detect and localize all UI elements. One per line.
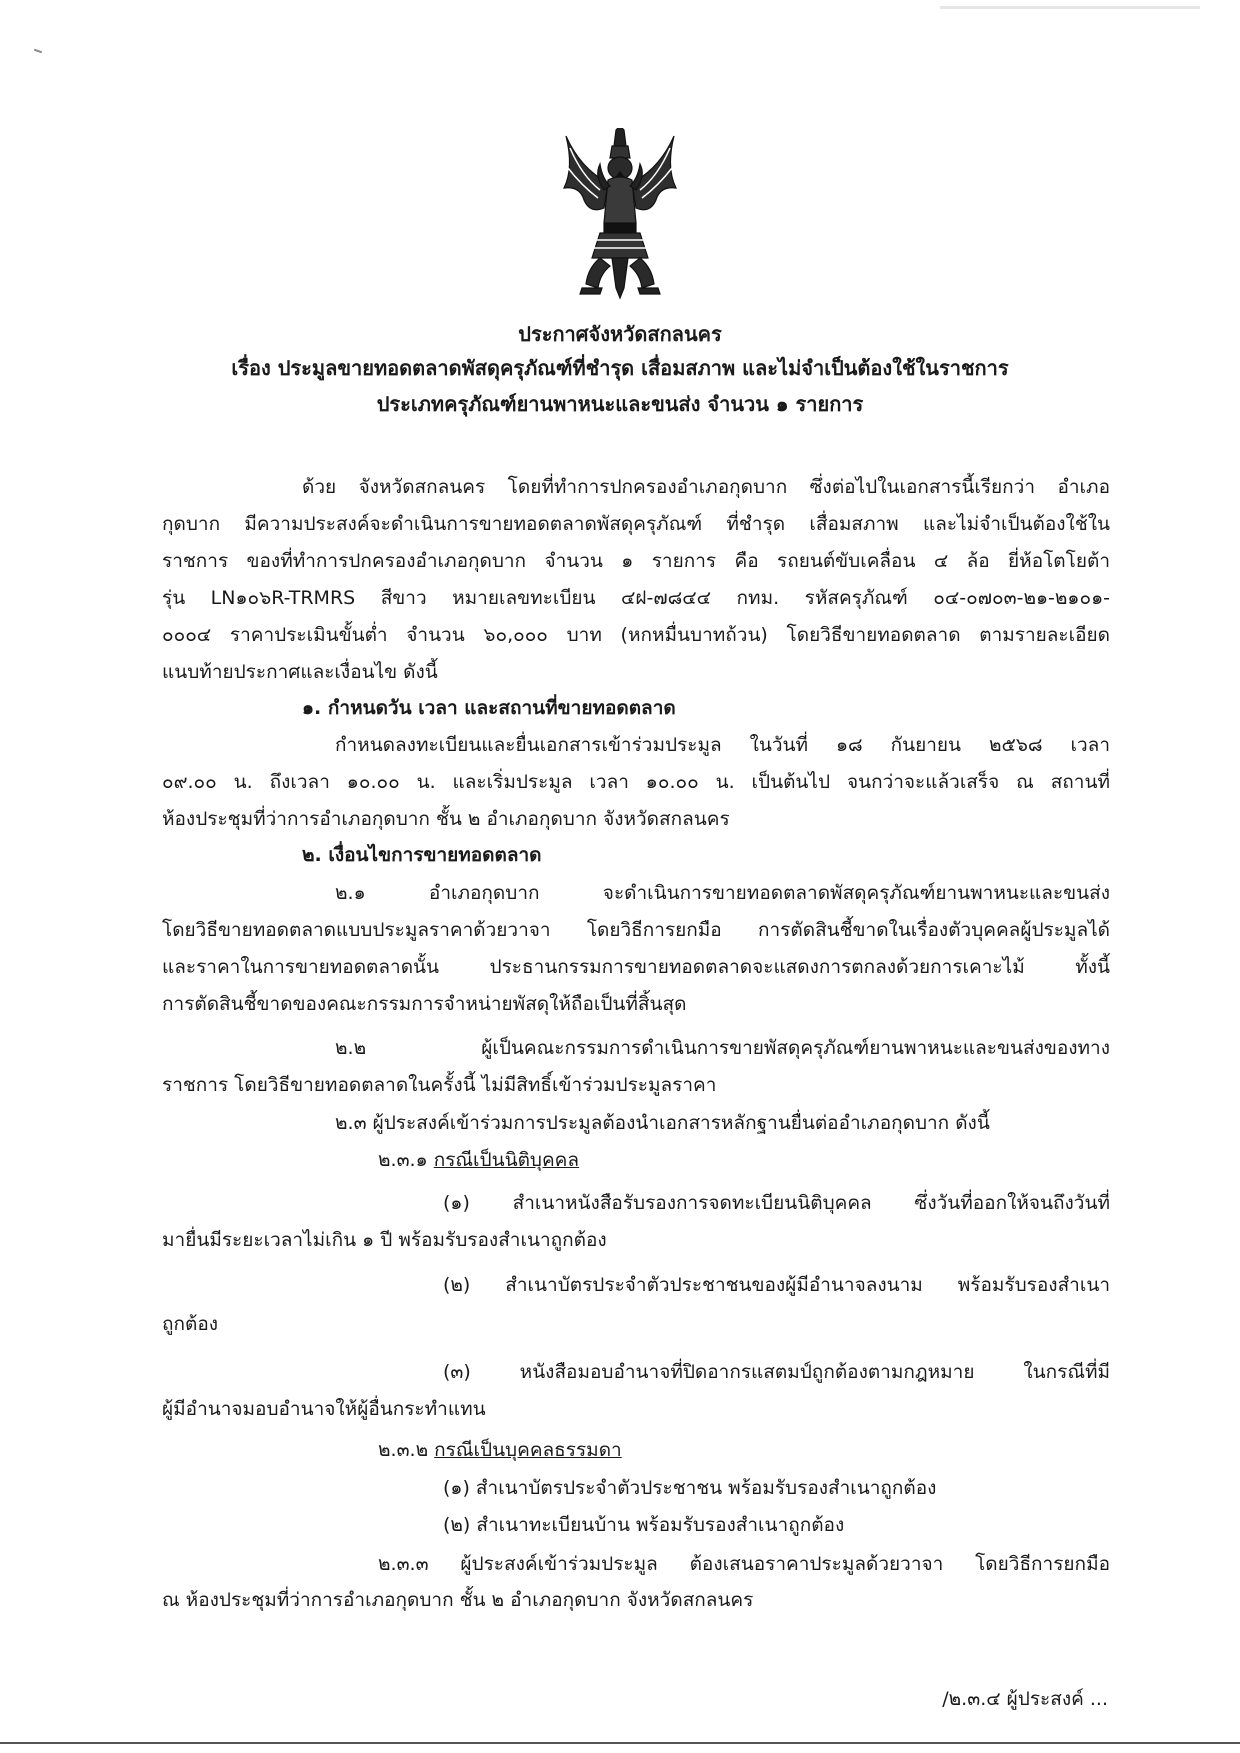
section-2-1-line-2: โดยวิธีขายทอดตลาดแบบประมูลราคาด้วยวาจา โดยวิธีการยกมือ การตัดสินชี้ขาดในเรื่องตัวบุคคลผู้ประมูลได้ bbox=[162, 919, 1110, 941]
scan-mark bbox=[940, 6, 1200, 9]
individual-item-1: (๑) สำเนาบัตรประจำตัวประชาชน พร้อมรับรองสำเนาถูกต้อง bbox=[443, 1477, 937, 1499]
section-2-1-line-1: ๒.๑ อำเภอกุดบาก จะดำเนินการขายทอดตลาดพัสดุครุภัณฑ์ยานพาหนะและขนส่ง bbox=[335, 882, 1110, 904]
section-2-3: ๒.๓ ผู้ประสงค์เข้าร่วมการประมูลต้องนำเอกสารหลักฐานยื่นต่ออำเภอกุดบาก ดังนี้ bbox=[335, 1112, 990, 1134]
scan-speck bbox=[34, 49, 42, 54]
section-2-1-line-4: การตัดสินชี้ขาดของคณะกรรมการจำหน่ายพัสดุให้ถือเป็นที่สิ้นสุด bbox=[162, 993, 687, 1015]
section-2-3-2-number: ๒.๓.๒ bbox=[378, 1439, 429, 1461]
intro-line-1: ด้วย จังหวัดสกลนคร โดยที่ทำการปกครองอำเภอกุดบาก ซึ่งต่อไปในเอกสารนี้เรียกว่า อำเภอ bbox=[302, 476, 1110, 498]
section-1-heading: ๑. กำหนดวัน เวลา และสถานที่ขายทอดตลาด bbox=[302, 697, 676, 719]
item-3-line-1: (๓) หนังสือมอบอำนาจที่ปิดอากรแสตมป์ถูกต้องตามกฎหมาย ในกรณีที่มี bbox=[443, 1361, 1110, 1383]
section-2-3-1-heading bbox=[378, 1146, 579, 1174]
garuda-emblem-icon bbox=[560, 128, 680, 303]
item-1-line-2: มายื่นมีระยะเวลาไม่เกิน ๑ ปี พร้อมรับรองสำเนาถูกต้อง bbox=[162, 1229, 607, 1251]
item-2-line-2: ถูกต้อง bbox=[162, 1313, 219, 1335]
section-1-line-1: กำหนดลงทะเบียนและยื่นเอกสารเข้าร่วมประมูล ในวันที่ ๑๘ กันยายน ๒๕๖๘ เวลา bbox=[335, 734, 1110, 756]
section-2-3-1-title: กรณีเป็นนิติบุคคล bbox=[433, 1149, 580, 1171]
item-1-line-1: (๑) สำเนาหนังสือรับรองการจดทะเบียนนิติบุคคล ซึ่งวันที่ออกให้จนถึงวันที่ bbox=[443, 1192, 1110, 1214]
bottom-rule bbox=[0, 1742, 1240, 1744]
intro-line-5: ๐๐๐๔ ราคาประเมินขั้นต่ำ จำนวน ๖๐,๐๐๐ บาท (หกหมื่นบาทถ้วน) โดยวิธีขายทอดตลาด ตามรายละเอียด bbox=[162, 624, 1110, 646]
item-3-line-2: ผู้มีอำนาจมอบอำนาจให้ผู้อื่นกระทำแทน bbox=[162, 1398, 486, 1420]
section-2-2-line-2: ราชการ โดยวิธีขายทอดตลาดในครั้งนี้ ไม่มีสิทธิ์เข้าร่วมประมูลราคา bbox=[162, 1074, 717, 1096]
section-2-2-line-1: ๒.๒ ผู้เป็นคณะกรรมการดำเนินการขายพัสดุครุภัณฑ์ยานพาหนะและขนส่งของทาง bbox=[335, 1037, 1110, 1059]
section-2-heading: ๒. เงื่อนไขการขายทอดตลาด bbox=[302, 844, 542, 866]
intro-line-2: กุดบาก มีความประสงค์จะดำเนินการขายทอดตลาดพัสดุครุภัณฑ์ ที่ชำรุด เสื่อมสภาพ และไม่จำเป็นต้องใช้ใน bbox=[162, 513, 1110, 535]
announcement-title: ประกาศจังหวัดสกลนคร bbox=[518, 322, 722, 346]
item-2-line-1: (๒) สำเนาบัตรประจำตัวประชาชนของผู้มีอำนาจลงนาม พร้อมรับรองสำเนา bbox=[443, 1274, 1110, 1296]
intro-line-3: ราชการ ของที่ทำการปกครองอำเภอกุดบาก จำนวน ๑ รายการ คือ รถยนต์ขับเคลื่อน ๔ ล้อ ยี่ห้อโตโยต้า bbox=[162, 550, 1110, 572]
intro-line-6: แนบท้ายประกาศและเงื่อนไข ดังนี้ bbox=[162, 661, 438, 683]
section-2-3-1-number: ๒.๓.๑ bbox=[378, 1149, 428, 1171]
section-2-3-2-heading bbox=[378, 1436, 622, 1464]
section-2-3-3-line-2: ณ ห้องประชุมที่ว่าการอำเภอกุดบาก ชั้น ๒ อำเภอกุดบาก จังหวัดสกลนคร bbox=[162, 1589, 754, 1611]
announcement-subject: เรื่อง ประมูลขายทอดตลาดพัสดุครุภัณฑ์ที่ชำรุด เสื่อมสภาพ และไม่จำเป็นต้องใช้ในราชการ bbox=[231, 356, 1009, 380]
section-1-line-2: ๐๙.๐๐ น. ถึงเวลา ๑๐.๐๐ น. และเริ่มประมูล เวลา ๑๐.๐๐ น. เป็นต้นไป จนกว่าจะแล้วเสร็จ ณ สถานที่ bbox=[162, 771, 1110, 793]
individual-item-2: (๒) สำเนาทะเบียนบ้าน พร้อมรับรองสำเนาถูกต้อง bbox=[443, 1514, 845, 1536]
page-continuation: /๒.๓.๔ ผู้ประสงค์ ... bbox=[942, 1688, 1108, 1710]
section-1-line-3: ห้องประชุมที่ว่าการอำเภอกุดบาก ชั้น ๒ อำเภอกุดบาก จังหวัดสกลนคร bbox=[162, 808, 730, 830]
section-2-3-2-title: กรณีเป็นบุคคลธรรมดา bbox=[434, 1439, 622, 1461]
section-2-1-line-3: และราคาในการขายทอดตลาดนั้น ประธานกรรมการขายทอดตลาดจะแสดงการตกลงด้วยการเคาะไม้ ทั้งนี้ bbox=[162, 956, 1110, 978]
intro-line-4: รุ่น LN๑๐๖R-TRMRS สีขาว หมายเลขทะเบียน ๔ฝ-๗๘๔๔ กทม. รหัสครุภัณฑ์ ๐๔-๐๗๐๓-๒๑-๒๑๐๑- bbox=[162, 587, 1110, 609]
announcement-subtitle: ประเภทครุภัณฑ์ยานพาหนะและขนส่ง จำนวน ๑ รายการ bbox=[376, 392, 864, 416]
section-2-3-3-line-1: ๒.๓.๓ ผู้ประสงค์เข้าร่วมประมูล ต้องเสนอราคาประมูลด้วยวาจา โดยวิธีการยกมือ bbox=[378, 1553, 1110, 1575]
